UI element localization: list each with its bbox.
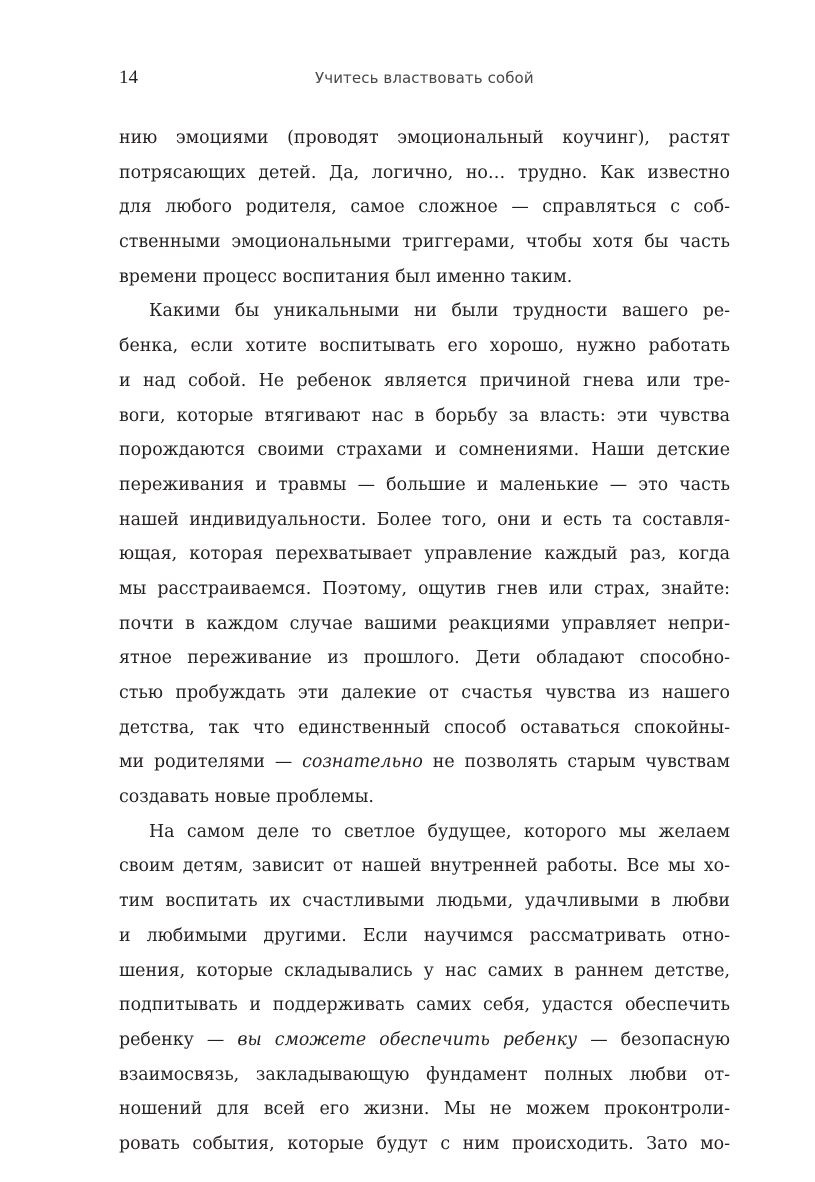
text-segment: мы расстраиваемся. Поэтому, ощутив гнев или страх, знайте: <box>119 578 730 599</box>
text-line <box>119 468 730 503</box>
text-segment: ющая, которая перехватывает управление каждый раз, когда <box>119 544 730 565</box>
text-segment: — безопасную <box>577 1029 731 1050</box>
text-line <box>119 260 730 295</box>
text-segment: и над собой. Не ребенок является причиной гнева или тре- <box>119 370 730 391</box>
page-number: 14 <box>119 67 138 88</box>
text-segment: почти в каждом случае вашими реакциями управляет непри- <box>119 613 730 634</box>
text-line <box>119 919 730 954</box>
text-line <box>119 954 730 989</box>
text-line <box>119 1023 730 1058</box>
body-text <box>119 121 730 1162</box>
text-line <box>119 503 730 538</box>
text-segment: не позволять старым чувствам <box>422 752 730 773</box>
text-line <box>119 988 730 1023</box>
text-line <box>119 364 730 399</box>
text-line <box>119 156 730 191</box>
text-segment: тим воспитать их счастливыми людьми, удачливыми в любви <box>119 891 730 912</box>
text-line <box>119 190 730 225</box>
text-line <box>119 849 730 884</box>
text-line <box>119 745 730 780</box>
text-line <box>119 815 730 850</box>
text-line <box>119 572 730 607</box>
text-line <box>119 121 730 156</box>
text-segment: стью пробуждать эти далекие от счастья чувства из нашего <box>119 683 730 703</box>
running-title: Учитесь властвовать собой <box>315 69 534 87</box>
text-segment: детства, так что единственный способ оставаться спокойны- <box>119 717 730 738</box>
text-segment: времени процесс воспитания был именно таким. <box>119 266 573 287</box>
text-line <box>119 225 730 260</box>
text-segment: и любимыми другими. Если научимся рассматривать отно- <box>119 925 730 946</box>
text-line <box>119 884 730 919</box>
text-segment: нашей индивидуальности. Более того, они и есть та составля- <box>119 509 730 530</box>
text-segment: ственными эмоциональными триггерами, чтобы хотя бы часть <box>119 232 730 253</box>
text-line <box>119 399 730 434</box>
text-segment: Какими бы уникальными ни были трудности вашего ре- <box>149 301 730 322</box>
text-segment: создавать новые проблемы. <box>119 787 374 808</box>
paragraph <box>119 294 730 814</box>
paragraph <box>119 815 730 1162</box>
text-segment: воги, которые втягивают нас в борьбу за власть: эти чувства <box>119 405 730 426</box>
text-segment: ровать события, которые будут с ним происходить. Зато мо- <box>119 1133 730 1154</box>
text-line <box>119 1058 730 1093</box>
text-segment: взаимосвязь, закладывающую фундамент полных любви от- <box>119 1064 730 1085</box>
text-segment: ми родителями — <box>119 752 303 773</box>
text-line <box>119 294 730 329</box>
text-line <box>119 1127 730 1162</box>
text-segment: потрясающих детей. Да, логично, но… трудно. Как известно <box>119 162 730 183</box>
text-segment: ятное переживание из прошлого. Дети обладают способно- <box>119 648 730 669</box>
text-line <box>119 433 730 468</box>
text-line <box>119 1092 730 1127</box>
text-line <box>119 641 730 676</box>
italic-text: вы сможете обеспечить ребенку <box>237 1029 578 1050</box>
text-segment: ношений для всей его жизни. Мы не можем проконтроли- <box>119 1099 730 1120</box>
text-segment: своим детям, зависит от нашей внутренней работы. Все мы хо- <box>119 856 730 877</box>
text-segment: бенка, если хотите воспитывать его хорошо, нужно работать <box>119 336 730 357</box>
text-segment: шения, которые складывались у нас самих в раннем детстве, <box>119 960 730 981</box>
text-segment: нию эмоциями (проводят эмоциональный коучинг), растят <box>119 128 730 148</box>
text-segment: переживания и травмы — большие и маленькие — это часть <box>119 474 730 495</box>
text-line <box>119 676 730 711</box>
text-segment: На самом деле то светлое будущее, которого мы желаем <box>149 821 730 842</box>
text-line <box>119 711 730 746</box>
text-line <box>119 329 730 364</box>
text-segment: порождаются своими страхами и сомнениями. Наши детские <box>119 440 730 461</box>
text-segment: ребенку — <box>119 1029 238 1050</box>
paragraph <box>119 121 730 294</box>
text-segment: для любого родителя, самое сложное — справляться с соб- <box>119 197 730 218</box>
text-segment: подпитывать и поддерживать самих себя, удастся обеспечить <box>119 995 730 1016</box>
text-line <box>119 607 730 642</box>
text-line <box>119 780 730 815</box>
italic-text: сознательно <box>302 752 423 773</box>
page-header <box>119 66 725 92</box>
text-line <box>119 537 730 572</box>
